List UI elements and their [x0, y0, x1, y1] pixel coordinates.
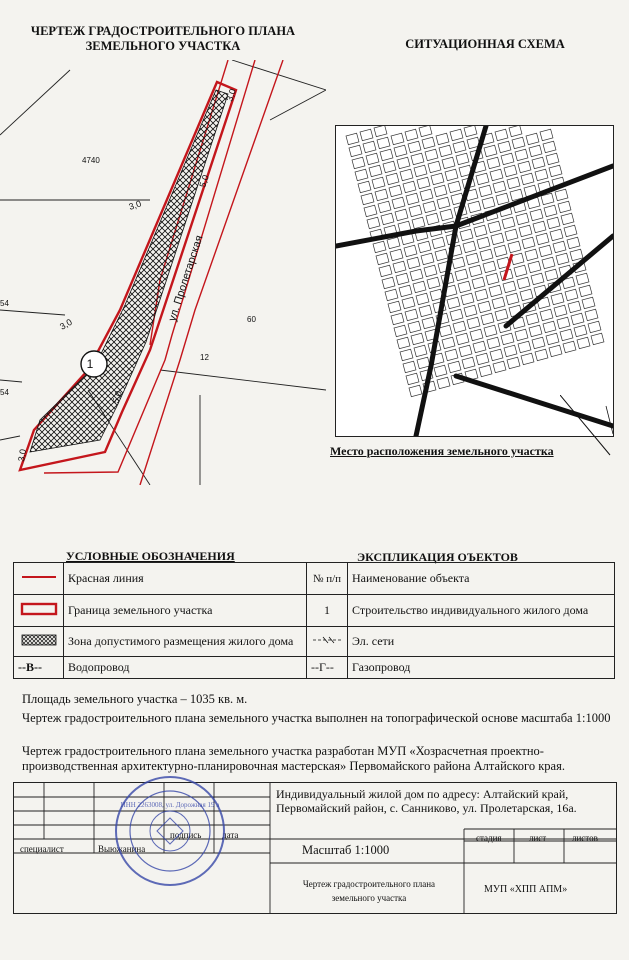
sheet-header: лист [529, 833, 547, 843]
dimension-label: 3,0 [16, 448, 29, 463]
developer-note: Чертеж градостроительного плана земельного участка разработан МУП «Хозрасчетная проектно-производственная архитектурно-планировочная мастерская» Первомайского района Алтайского края. [22, 744, 565, 773]
explication-title: ЭКСПЛИКАЦИЯ ОЪЕКТОВ [357, 550, 518, 564]
boundary-symbol [14, 595, 64, 627]
zone-symbol [14, 627, 64, 657]
legend-table [13, 562, 615, 679]
object-name-cell: Строительство индивидуального жилого дома [348, 595, 615, 627]
dimension-label: 5,0 [110, 389, 124, 405]
area-note: Площадь земельного участка – 1035 кв. м. [22, 692, 248, 706]
gas-symbol: --Г-- [307, 657, 348, 679]
scale-label: Масштаб 1:1000 [302, 843, 390, 857]
dimension-label: 3,0 [127, 198, 143, 212]
object-number: 1 [86, 357, 94, 371]
stamp-text: ИНН 2263008, ул. Дорожная 19 а [120, 801, 220, 809]
legend-water: Водопровод [64, 657, 307, 679]
water-symbol: --В-- [14, 657, 64, 679]
object-address: Индивидуальный жилой дом по адресу: Алтайский край, Первомайский район, с. Санниково, ул. Пролетарская, 16а. [276, 787, 577, 815]
situation-map-svg [336, 126, 613, 436]
document-name: Чертеж градостроительного плана земельного участка [302, 879, 436, 903]
parcel-label-60: 60 [247, 315, 256, 324]
situation-scheme [335, 125, 614, 437]
parcel-label-54b: 54 [0, 388, 9, 397]
plan-title-line2: ЗЕМЕЛЬНОГО УЧАСТКА [85, 39, 241, 53]
plan-title [18, 24, 308, 54]
col-name-header: Наименование объекта [348, 563, 615, 595]
col-number-header: № п/п [307, 563, 348, 595]
power-symbol [307, 627, 348, 657]
legend-title: УСЛОВНЫЕ ОБОЗНАЧЕНИЯ [66, 549, 235, 563]
date-label: дата [222, 830, 239, 840]
title-block [13, 782, 617, 914]
plan-title-line1: ЧЕРТЕЖ ГРАДОСТРОИТЕЛЬНОГО ПЛАНА [30, 24, 296, 38]
parcel-label-12: 12 [200, 353, 209, 362]
specialist-label: специалист [20, 844, 64, 854]
site-plan-drawing [0, 60, 326, 485]
legend-zone: Зона допустимого размещения жилого дома [64, 627, 307, 657]
red-line-symbol [14, 563, 64, 595]
legend-boundary: Граница земельного участка [64, 595, 307, 627]
dimension-label: 3,0 [58, 316, 74, 332]
gas-label: Газопровод [348, 657, 615, 679]
caption-pointer [560, 395, 620, 460]
dimension-label: 3,0 [224, 87, 238, 103]
street-name: ул. Пролетарская [166, 233, 206, 323]
organization-name: МУП «ХПП АПМ» [484, 884, 568, 895]
sheets-header: листов [572, 833, 598, 843]
parcel-label-54a: 54 [0, 299, 9, 308]
object-marker [81, 351, 107, 377]
basis-note: Чертеж градостроительного плана земельного участка выполнен на топографической основе масштаба 1:1000 [22, 711, 611, 725]
object-number-cell: 1 [307, 595, 348, 627]
signature-label: подпись [170, 830, 202, 840]
legend-red-line: Красная линия [64, 563, 307, 595]
specialist-name: Выюжанина [98, 844, 146, 854]
location-caption: Место расположения земельного участка [330, 444, 554, 458]
stage-header: стадия [476, 833, 502, 843]
parcel-label-4740: 4740 [82, 156, 100, 165]
power-label: Эл. сети [348, 627, 615, 657]
site-plan-svg [0, 60, 326, 485]
dimension-label: 5,0 [197, 173, 211, 189]
organization-stamp [112, 773, 228, 889]
situation-title: СИТУАЦИОННАЯ СХЕМА [405, 37, 565, 51]
